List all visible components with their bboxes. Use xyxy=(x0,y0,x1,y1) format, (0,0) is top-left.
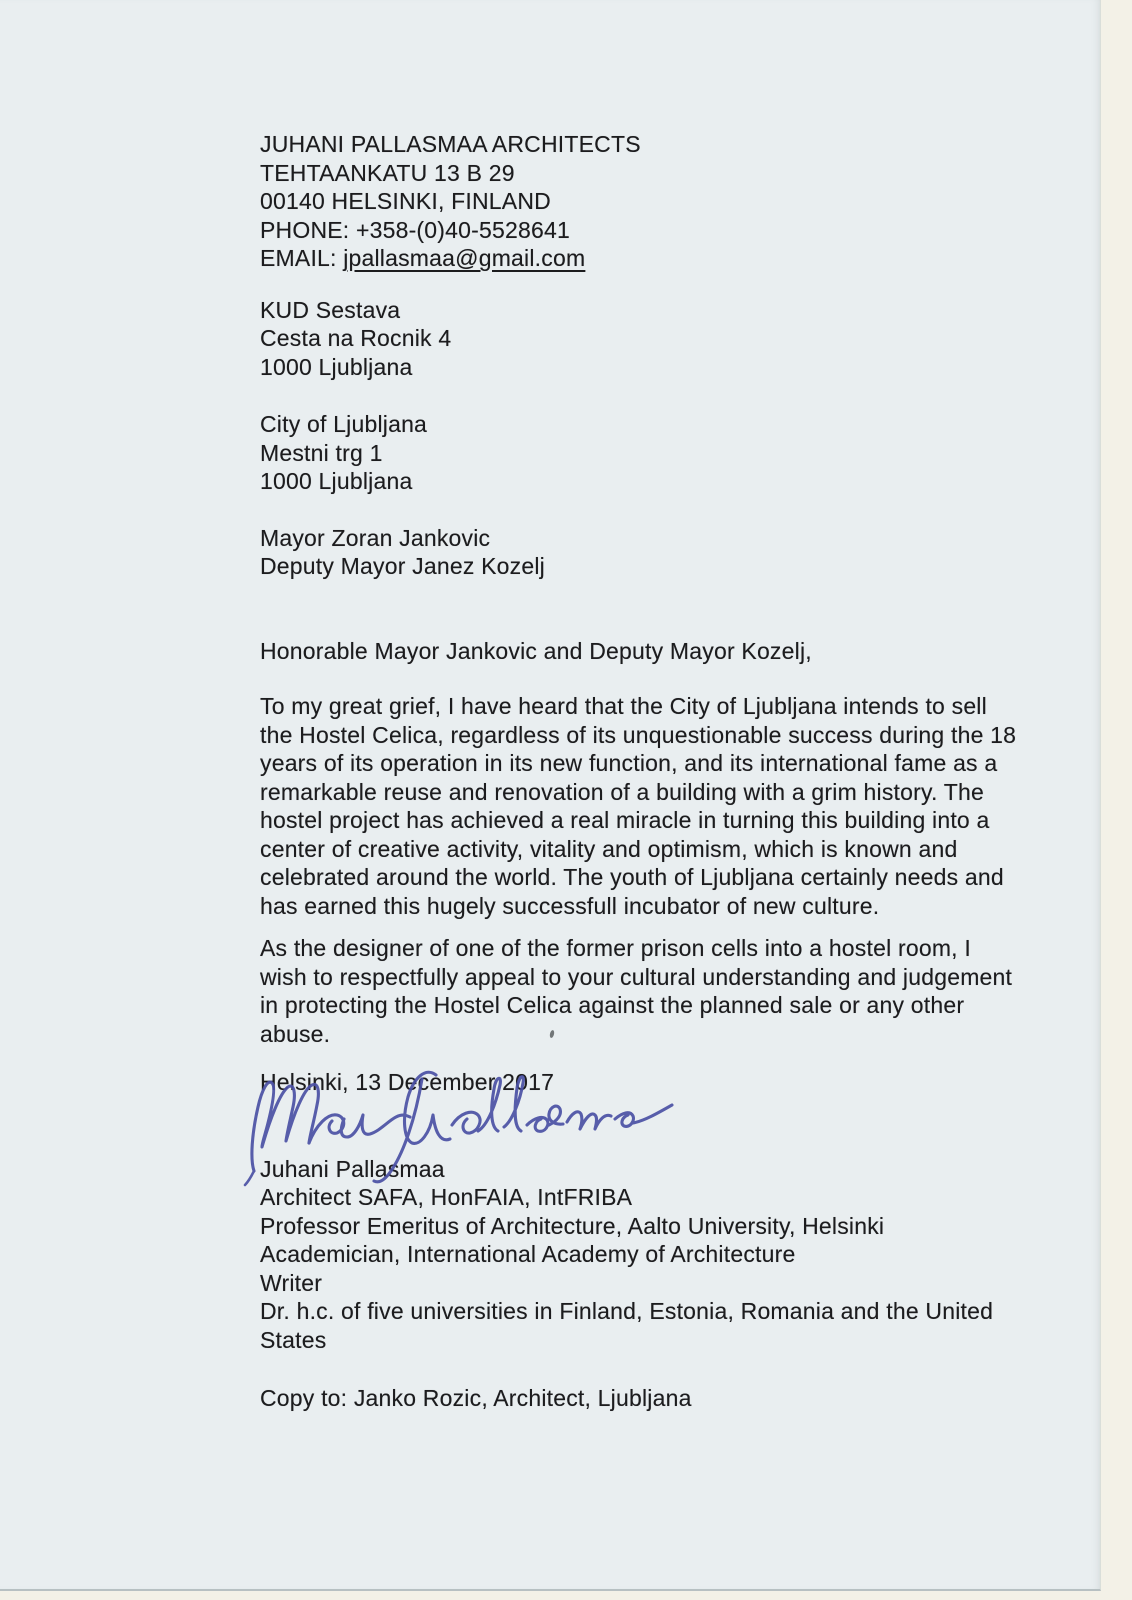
text-line: Deputy Mayor Janez Kozelj xyxy=(260,553,545,579)
text-line: As the designer of one of the former prison cells into a hostel room, I xyxy=(260,935,971,961)
email-label: EMAIL: xyxy=(260,245,344,271)
recipient-kud-block xyxy=(260,296,1040,382)
text-line: 1000 Ljubljana xyxy=(260,468,413,494)
text-line: celebrated around the world. The youth of Ljubljana certainly needs and xyxy=(260,864,1004,890)
signer-title: States xyxy=(260,1326,327,1353)
letter-content xyxy=(260,130,1040,1413)
text-line: Mestni trg 1 xyxy=(260,439,383,466)
signer-title: Writer xyxy=(260,1269,323,1296)
sender-email-line xyxy=(260,244,1040,273)
text-line: center of creative activity, vitality and optimism, which is known and xyxy=(260,835,958,862)
recipient-mayors-block xyxy=(260,524,1040,581)
text-line: Honorable Mayor Jankovic and Deputy Mayor Kozelj, xyxy=(260,637,812,664)
signer-title: Academician, International Academy of Architecture xyxy=(260,1241,796,1267)
signer-title: Architect SAFA, HonFAIA, IntFRIBA xyxy=(260,1184,633,1210)
email-link[interactable]: jpallasmaa@gmail.com xyxy=(343,245,586,271)
text-line: the Hostel Celica, regardless of its unquestionable success during the 18 xyxy=(260,721,1017,748)
signer-title: Professor Emeritus of Architecture, Aalto University, Helsinki xyxy=(260,1212,885,1239)
sender-block xyxy=(260,130,1040,273)
recipient-city-block xyxy=(260,410,1040,496)
text-line: has earned this hugely successfull incubator of new culture. xyxy=(260,892,880,919)
signer-title: Dr. h.c. of five universities in Finland, Estonia, Romania and the United xyxy=(260,1298,994,1324)
text-line: Mayor Zoran Jankovic xyxy=(260,524,491,551)
text-line: Helsinki, 13 December 2017 xyxy=(260,1069,555,1095)
copy-line: Copy to: Janko Rozic, Architect, Ljubljana xyxy=(260,1385,692,1411)
sender-phone: PHONE: +358-(0)40-5528641 xyxy=(260,216,570,243)
sender-street: TEHTAANKATU 13 B 29 xyxy=(260,159,515,186)
text-line: hostel project has achieved a real miracle in turning this building into a xyxy=(260,807,990,833)
text-line: remarkable reuse and renovation of a building with a grim history. The xyxy=(260,778,984,805)
copy-line-block xyxy=(260,1384,1040,1413)
salutation xyxy=(260,637,1040,666)
body-paragraph-1 xyxy=(260,692,1040,920)
text-line: KUD Sestava xyxy=(260,296,401,323)
text-line: To my great grief, I have heard that the City of Ljubljana intends to sell xyxy=(260,693,987,719)
signature-ink xyxy=(240,1063,680,1190)
signer-name: Juhani Pallasmaa xyxy=(260,1155,445,1182)
text-line: in protecting the Hostel Celica against the planned sale or any other xyxy=(260,992,965,1018)
body-paragraph-2 xyxy=(260,934,1040,1048)
text-line: abuse. xyxy=(260,1020,331,1047)
sender-city: 00140 HELSINKI, FINLAND xyxy=(260,188,551,214)
text-line: wish to respectfully appeal to your cultural understanding and judgement xyxy=(260,963,1013,990)
text-line: Cesta na Rocnik 4 xyxy=(260,325,452,351)
sender-name: JUHANI PALLASMAA ARCHITECTS xyxy=(260,131,641,157)
text-line: 1000 Ljubljana xyxy=(260,353,413,380)
text-line: City of Ljubljana xyxy=(260,411,428,437)
text-line: years of its operation in its new function, and its international fame as a xyxy=(260,750,998,776)
